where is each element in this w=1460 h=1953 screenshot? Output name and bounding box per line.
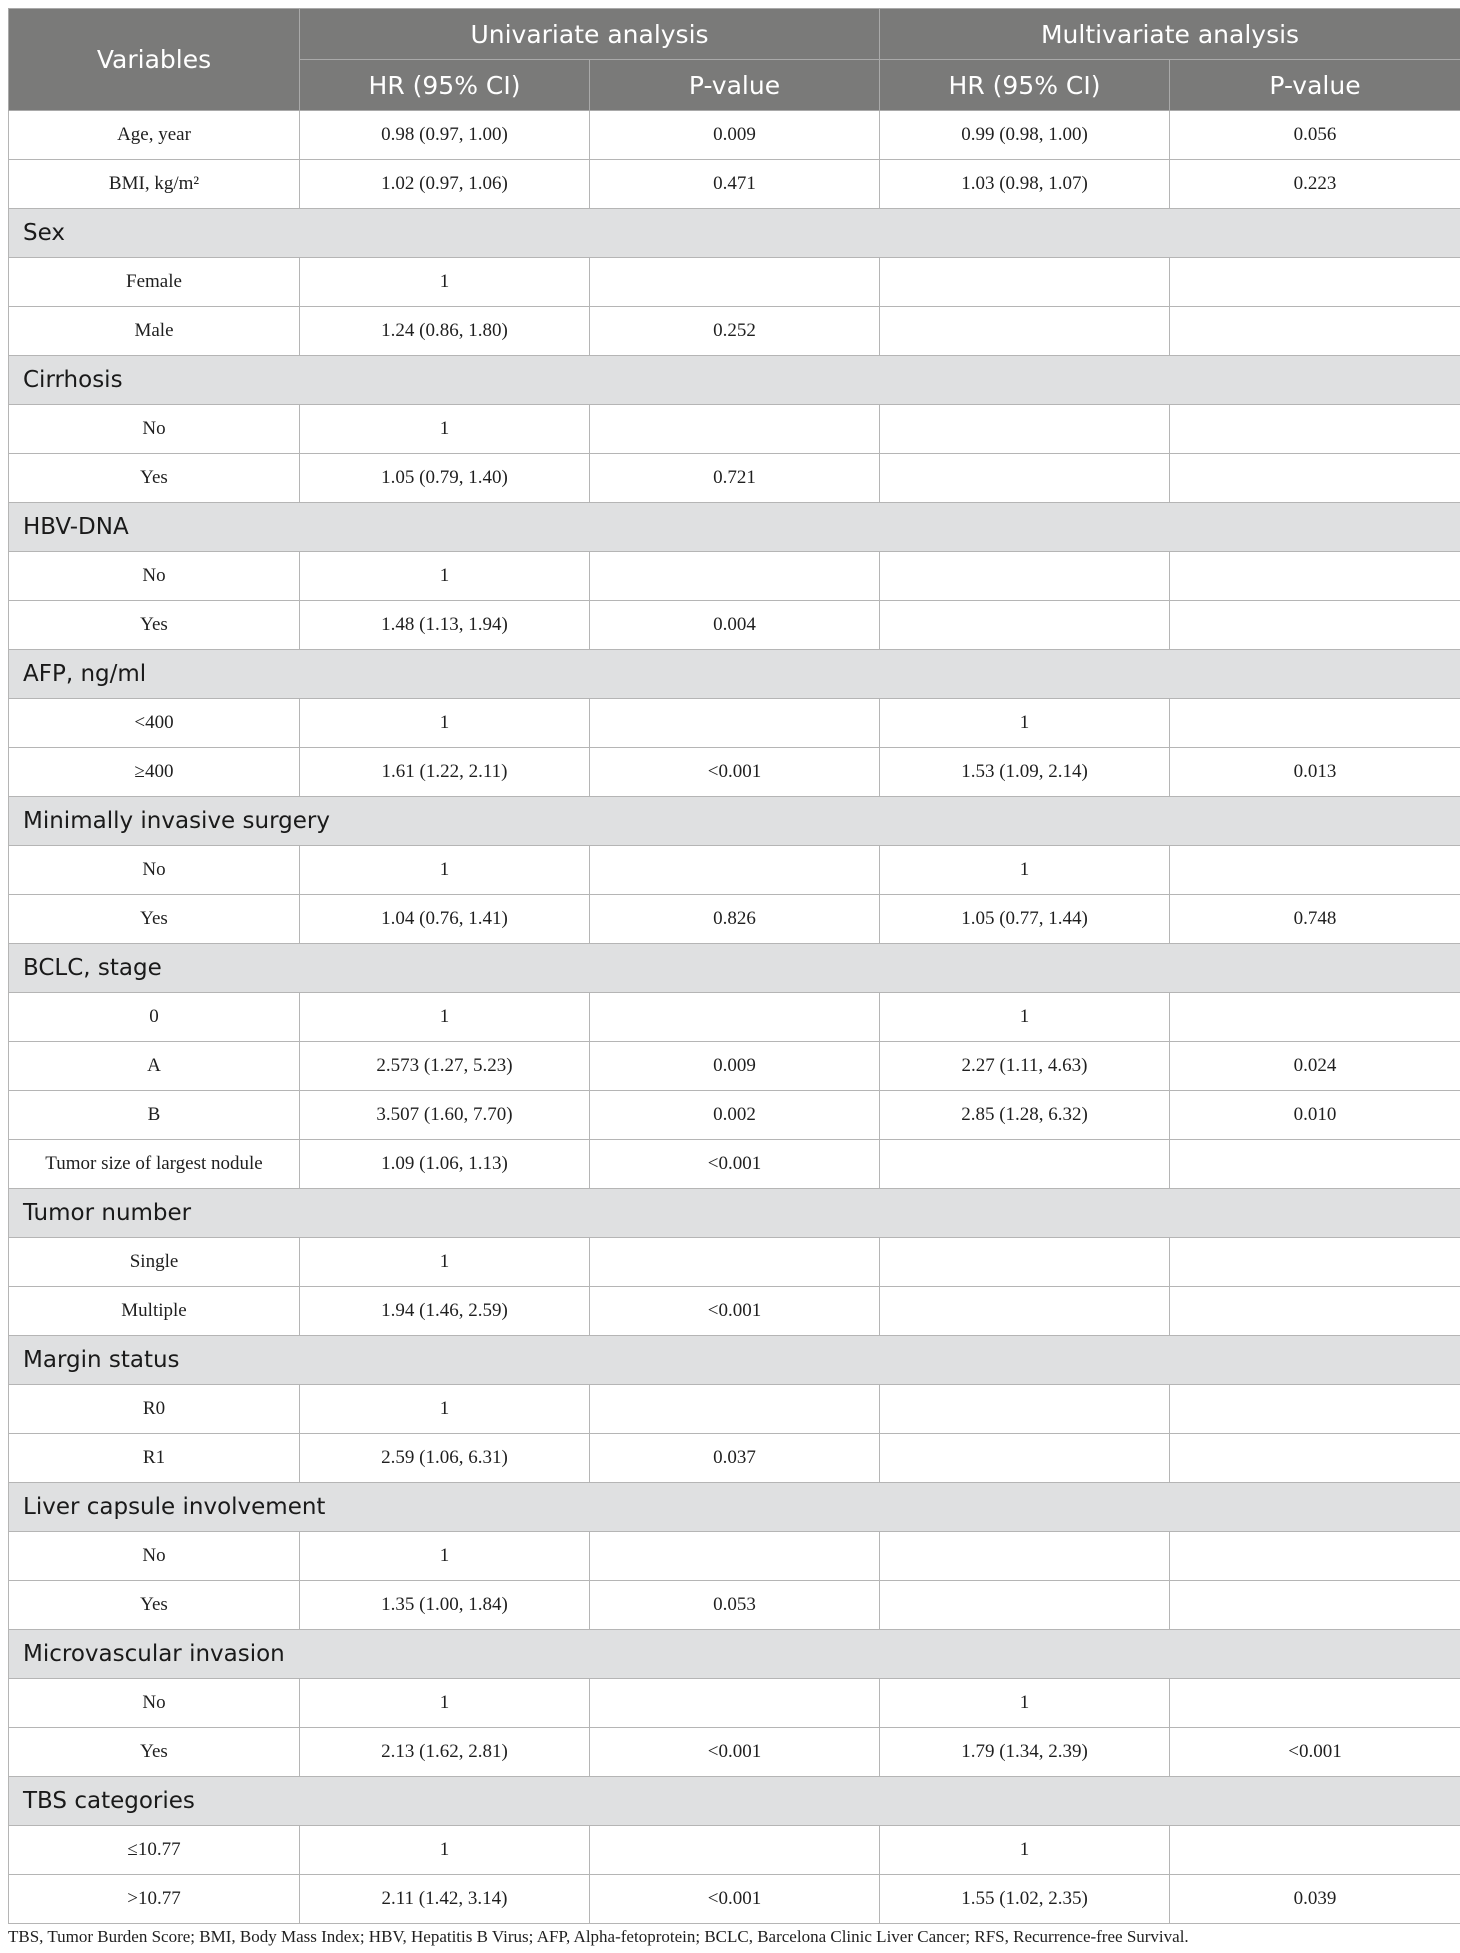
univariate-hr-cell: 1 xyxy=(300,258,590,307)
table-row xyxy=(9,1140,1460,1189)
univariate-p-cell: 0.009 xyxy=(590,111,880,160)
univariate-hr-cell: 2.59 (1.06, 6.31) xyxy=(300,1434,590,1483)
table-row xyxy=(9,1581,1460,1630)
variable-cell: B xyxy=(9,1091,300,1140)
multivariate-p-cell: 0.010 xyxy=(1170,1091,1460,1140)
section-row xyxy=(9,1189,1460,1238)
table-row xyxy=(9,1238,1460,1287)
table-row xyxy=(9,846,1460,895)
multivariate-p-cell xyxy=(1170,846,1460,895)
univariate-p-cell xyxy=(590,993,880,1042)
section-row xyxy=(9,503,1460,552)
multivariate-hr-cell xyxy=(880,307,1170,356)
multivariate-p-cell xyxy=(1170,552,1460,601)
variable-cell: Age, year xyxy=(9,111,300,160)
univariate-hr-cell: 2.13 (1.62, 2.81) xyxy=(300,1728,590,1777)
univariate-hr-cell: 1.04 (0.76, 1.41) xyxy=(300,895,590,944)
univariate-hr-cell: 1.94 (1.46, 2.59) xyxy=(300,1287,590,1336)
table-row xyxy=(9,895,1460,944)
section-label: Microvascular invasion xyxy=(9,1630,1460,1679)
header-multi-hr: HR (95% CI) xyxy=(880,60,1170,111)
variable-cell: No xyxy=(9,405,300,454)
multivariate-hr-cell: 1.55 (1.02, 2.35) xyxy=(880,1875,1170,1924)
multivariate-hr-cell: 1 xyxy=(880,993,1170,1042)
univariate-hr-cell: 2.573 (1.27, 5.23) xyxy=(300,1042,590,1091)
multivariate-p-cell: 0.223 xyxy=(1170,160,1460,209)
univariate-hr-cell: 1.24 (0.86, 1.80) xyxy=(300,307,590,356)
multivariate-p-cell xyxy=(1170,601,1460,650)
variable-cell: Female xyxy=(9,258,300,307)
multivariate-p-cell: 0.056 xyxy=(1170,111,1460,160)
multivariate-hr-cell xyxy=(880,258,1170,307)
table-row xyxy=(9,1826,1460,1875)
section-label: HBV-DNA xyxy=(9,503,1460,552)
univariate-p-cell xyxy=(590,1679,880,1728)
table-row xyxy=(9,1532,1460,1581)
multivariate-hr-cell xyxy=(880,1434,1170,1483)
multivariate-p-cell xyxy=(1170,1287,1460,1336)
multivariate-p-cell xyxy=(1170,258,1460,307)
variable-cell: Yes xyxy=(9,454,300,503)
multivariate-p-cell: <0.001 xyxy=(1170,1728,1460,1777)
univariate-p-cell xyxy=(590,405,880,454)
table-header xyxy=(9,9,1460,111)
univariate-hr-cell: 1 xyxy=(300,405,590,454)
table-footnote: TBS, Tumor Burden Score; BMI, Body Mass Index; HBV, Hepatitis B Virus; AFP, Alpha-fetoprotein; BCLC, Barcelona Clinic Liver Cancer; RFS, Recurrence-free Survival. xyxy=(8,1927,1189,1946)
header-variables: Variables xyxy=(9,9,300,111)
univariate-hr-cell: 0.98 (0.97, 1.00) xyxy=(300,111,590,160)
variable-cell: No xyxy=(9,846,300,895)
table-row xyxy=(9,601,1460,650)
table-row xyxy=(9,552,1460,601)
variable-cell: Tumor size of largest nodule xyxy=(9,1140,300,1189)
multivariate-hr-cell xyxy=(880,405,1170,454)
univariate-hr-cell: 1.61 (1.22, 2.11) xyxy=(300,748,590,797)
table-row xyxy=(9,454,1460,503)
section-row xyxy=(9,1777,1460,1826)
multivariate-p-cell xyxy=(1170,1238,1460,1287)
multivariate-p-cell: 0.039 xyxy=(1170,1875,1460,1924)
cox-regression-table xyxy=(8,8,1460,1924)
table-row xyxy=(9,1434,1460,1483)
univariate-p-cell xyxy=(590,1826,880,1875)
univariate-hr-cell: 1 xyxy=(300,699,590,748)
multivariate-p-cell xyxy=(1170,1581,1460,1630)
variable-cell: Yes xyxy=(9,601,300,650)
variable-cell: No xyxy=(9,1679,300,1728)
section-label: Tumor number xyxy=(9,1189,1460,1238)
section-label: TBS categories xyxy=(9,1777,1460,1826)
univariate-p-cell: 0.053 xyxy=(590,1581,880,1630)
univariate-p-cell: 0.826 xyxy=(590,895,880,944)
variable-cell: Yes xyxy=(9,1581,300,1630)
univariate-hr-cell: 1 xyxy=(300,1238,590,1287)
section-row xyxy=(9,650,1460,699)
section-row xyxy=(9,1336,1460,1385)
univariate-hr-cell: 1 xyxy=(300,1826,590,1875)
univariate-p-cell: 0.002 xyxy=(590,1091,880,1140)
multivariate-hr-cell: 1 xyxy=(880,846,1170,895)
multivariate-hr-cell: 2.27 (1.11, 4.63) xyxy=(880,1042,1170,1091)
variable-cell: No xyxy=(9,552,300,601)
header-row-1 xyxy=(9,9,1460,60)
univariate-p-cell: <0.001 xyxy=(590,1728,880,1777)
multivariate-hr-cell xyxy=(880,1385,1170,1434)
univariate-hr-cell: 1.05 (0.79, 1.40) xyxy=(300,454,590,503)
univariate-hr-cell: 1 xyxy=(300,1532,590,1581)
table-container xyxy=(8,8,1460,1924)
univariate-hr-cell: 3.507 (1.60, 7.70) xyxy=(300,1091,590,1140)
variable-cell: R0 xyxy=(9,1385,300,1434)
multivariate-hr-cell xyxy=(880,1287,1170,1336)
univariate-hr-cell: 1 xyxy=(300,1679,590,1728)
univariate-p-cell: 0.009 xyxy=(590,1042,880,1091)
table-row xyxy=(9,405,1460,454)
multivariate-p-cell: 0.024 xyxy=(1170,1042,1460,1091)
univariate-p-cell: <0.001 xyxy=(590,1875,880,1924)
section-label: AFP, ng/ml xyxy=(9,650,1460,699)
header-uni-hr: HR (95% CI) xyxy=(300,60,590,111)
univariate-p-cell xyxy=(590,846,880,895)
section-label: Minimally invasive surgery xyxy=(9,797,1460,846)
section-label: Cirrhosis xyxy=(9,356,1460,405)
variable-cell: No xyxy=(9,1532,300,1581)
header-multi-p: P-value xyxy=(1170,60,1460,111)
multivariate-hr-cell xyxy=(880,1532,1170,1581)
univariate-p-cell xyxy=(590,699,880,748)
table-row xyxy=(9,748,1460,797)
multivariate-p-cell xyxy=(1170,405,1460,454)
univariate-p-cell: <0.001 xyxy=(590,1287,880,1336)
multivariate-p-cell xyxy=(1170,1434,1460,1483)
variable-cell: ≥400 xyxy=(9,748,300,797)
multivariate-hr-cell: 1.79 (1.34, 2.39) xyxy=(880,1728,1170,1777)
variable-cell: R1 xyxy=(9,1434,300,1483)
section-label: Liver capsule involvement xyxy=(9,1483,1460,1532)
section-label: Margin status xyxy=(9,1336,1460,1385)
multivariate-p-cell: 0.748 xyxy=(1170,895,1460,944)
univariate-hr-cell: 1 xyxy=(300,846,590,895)
table-row xyxy=(9,993,1460,1042)
table-row xyxy=(9,1091,1460,1140)
univariate-p-cell xyxy=(590,258,880,307)
multivariate-hr-cell: 1.53 (1.09, 2.14) xyxy=(880,748,1170,797)
variable-cell: Multiple xyxy=(9,1287,300,1336)
multivariate-hr-cell: 1.05 (0.77, 1.44) xyxy=(880,895,1170,944)
header-univariate: Univariate analysis xyxy=(300,9,880,60)
univariate-hr-cell: 1 xyxy=(300,993,590,1042)
univariate-p-cell: 0.004 xyxy=(590,601,880,650)
table-row xyxy=(9,160,1460,209)
univariate-p-cell: <0.001 xyxy=(590,1140,880,1189)
section-row xyxy=(9,944,1460,993)
univariate-hr-cell: 1.02 (0.97, 1.06) xyxy=(300,160,590,209)
multivariate-hr-cell: 1.03 (0.98, 1.07) xyxy=(880,160,1170,209)
univariate-hr-cell: 2.11 (1.42, 3.14) xyxy=(300,1875,590,1924)
section-row xyxy=(9,797,1460,846)
univariate-p-cell: 0.252 xyxy=(590,307,880,356)
section-row xyxy=(9,1630,1460,1679)
univariate-hr-cell: 1.09 (1.06, 1.13) xyxy=(300,1140,590,1189)
multivariate-p-cell xyxy=(1170,1532,1460,1581)
multivariate-hr-cell xyxy=(880,552,1170,601)
univariate-p-cell xyxy=(590,1532,880,1581)
variable-cell: 0 xyxy=(9,993,300,1042)
variable-cell: BMI, kg/m² xyxy=(9,160,300,209)
variable-cell: A xyxy=(9,1042,300,1091)
section-row xyxy=(9,1483,1460,1532)
univariate-hr-cell: 1.35 (1.00, 1.84) xyxy=(300,1581,590,1630)
multivariate-hr-cell xyxy=(880,1140,1170,1189)
header-multivariate: Multivariate analysis xyxy=(880,9,1460,60)
variable-cell: Yes xyxy=(9,1728,300,1777)
variable-cell: Yes xyxy=(9,895,300,944)
table-row xyxy=(9,111,1460,160)
univariate-p-cell: 0.721 xyxy=(590,454,880,503)
multivariate-hr-cell xyxy=(880,1581,1170,1630)
univariate-hr-cell: 1 xyxy=(300,552,590,601)
variable-cell: ≤10.77 xyxy=(9,1826,300,1875)
variable-cell: <400 xyxy=(9,699,300,748)
multivariate-hr-cell xyxy=(880,1238,1170,1287)
univariate-p-cell xyxy=(590,1385,880,1434)
table-row xyxy=(9,258,1460,307)
table-body xyxy=(9,111,1460,1924)
univariate-p-cell: 0.037 xyxy=(590,1434,880,1483)
table-row xyxy=(9,1042,1460,1091)
univariate-hr-cell: 1 xyxy=(300,1385,590,1434)
section-label: BCLC, stage xyxy=(9,944,1460,993)
multivariate-hr-cell: 2.85 (1.28, 6.32) xyxy=(880,1091,1170,1140)
multivariate-hr-cell: 1 xyxy=(880,699,1170,748)
multivariate-p-cell xyxy=(1170,454,1460,503)
multivariate-p-cell xyxy=(1170,699,1460,748)
multivariate-p-cell xyxy=(1170,1140,1460,1189)
multivariate-p-cell xyxy=(1170,993,1460,1042)
multivariate-hr-cell: 1 xyxy=(880,1679,1170,1728)
multivariate-hr-cell xyxy=(880,454,1170,503)
table-row xyxy=(9,1385,1460,1434)
variable-cell: Male xyxy=(9,307,300,356)
table-row xyxy=(9,1728,1460,1777)
univariate-p-cell: <0.001 xyxy=(590,748,880,797)
multivariate-p-cell: 0.013 xyxy=(1170,748,1460,797)
multivariate-p-cell xyxy=(1170,1385,1460,1434)
variable-cell: Single xyxy=(9,1238,300,1287)
multivariate-p-cell xyxy=(1170,1679,1460,1728)
section-row xyxy=(9,356,1460,405)
univariate-p-cell xyxy=(590,1238,880,1287)
table-row xyxy=(9,1875,1460,1924)
table-row xyxy=(9,1679,1460,1728)
univariate-hr-cell: 1.48 (1.13, 1.94) xyxy=(300,601,590,650)
multivariate-hr-cell xyxy=(880,601,1170,650)
univariate-p-cell xyxy=(590,552,880,601)
header-uni-p: P-value xyxy=(590,60,880,111)
variable-cell: >10.77 xyxy=(9,1875,300,1924)
section-label: Sex xyxy=(9,209,1460,258)
univariate-p-cell: 0.471 xyxy=(590,160,880,209)
table-row xyxy=(9,699,1460,748)
table-row xyxy=(9,1287,1460,1336)
section-row xyxy=(9,209,1460,258)
multivariate-hr-cell: 0.99 (0.98, 1.00) xyxy=(880,111,1170,160)
multivariate-p-cell xyxy=(1170,1826,1460,1875)
table-row xyxy=(9,307,1460,356)
multivariate-p-cell xyxy=(1170,307,1460,356)
multivariate-hr-cell: 1 xyxy=(880,1826,1170,1875)
